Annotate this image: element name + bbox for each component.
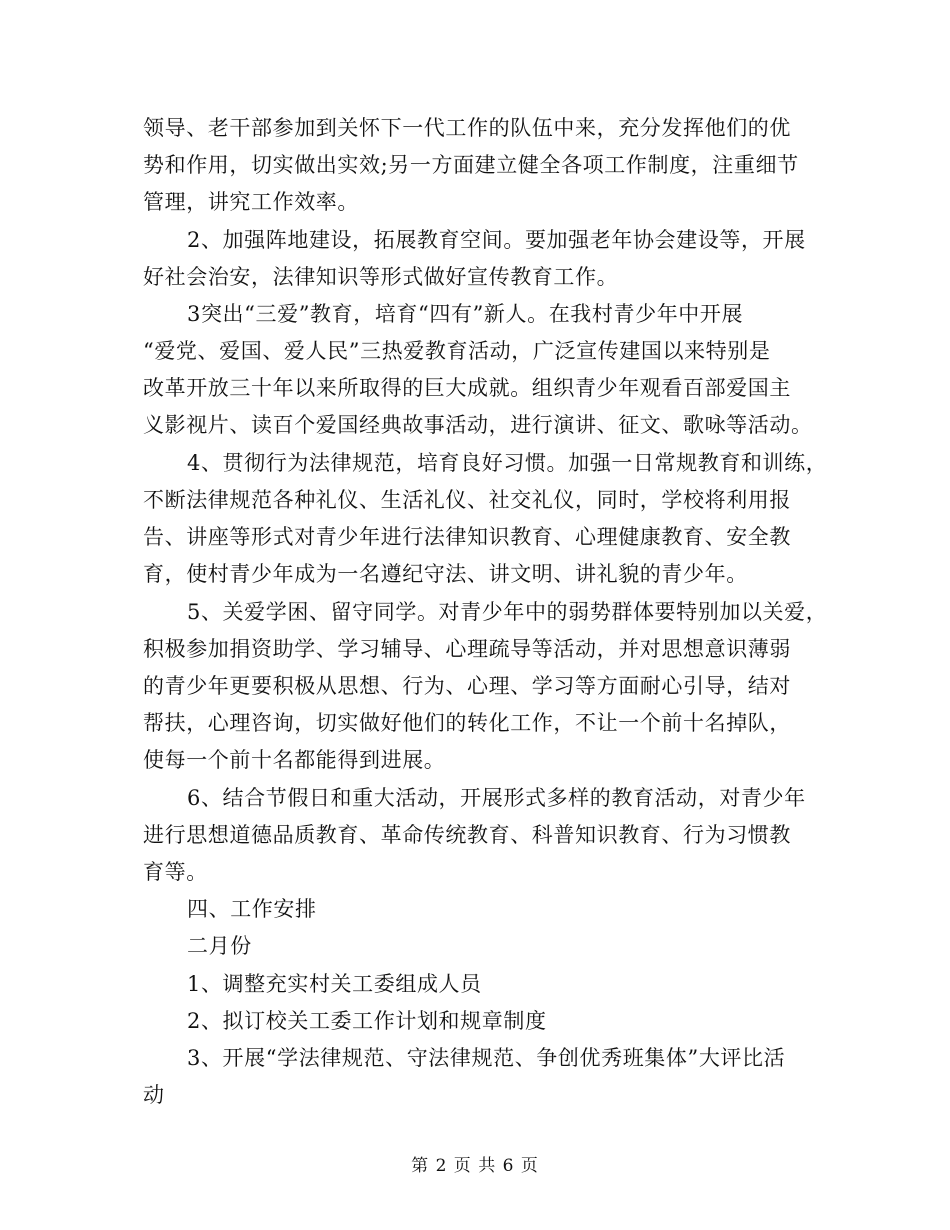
text-line: “爱党、爱国、爱人民”三热爱教育活动，广泛宣传建国以来特别是 [143,339,771,363]
paragraph-start-line: 6、结合节假日和重大活动，开展形式多样的教育活动，对青少年 [187,786,806,810]
text-line: 使每一个前十名都能得到进展。 [143,748,446,772]
text-line: 动 [143,1083,165,1107]
section-heading: 四、工作安排 [187,897,317,921]
paragraph-start-line: 4、贯彻行为法律规范，培育良好习惯。加强一日常规教育和训练， [187,451,828,475]
text-line: 育等。 [143,860,208,884]
text-line: 告、讲座等形式对青少年进行法律知识教育、心理健康教育、安全教 [143,525,791,549]
task-item: 3、开展“学法律规范、守法律规范、争创优秀班集体”大评比活 [187,1046,786,1070]
page-footer: 第 2 页 共 6 页 [411,1156,539,1176]
month-heading: 二月份 [187,934,252,958]
paragraph-start-line: 2、加强阵地建设，拓展教育空间。要加强老年协会建设等，开展 [187,228,806,252]
paragraph-start-line: 5、关爱学困、留守同学。对青少年中的弱势群体要特别加以关爱， [187,600,828,624]
task-item: 1、调整充实村关工委组成人员 [187,972,482,996]
text-line: 进行思想道德品质教育、革命传统教育、科普知识教育、行为习惯教 [143,823,791,847]
paragraph-start-line: 3突出“三爱”教育，培育“四有”新人。在我村青少年中开展 [187,302,744,326]
text-line: 改革开放三十年以来所取得的巨大成就。组织青少年观看百部爱国主 [143,376,791,400]
text-line: 育，使村青少年成为一名遵纪守法、讲文明、讲礼貌的青少年。 [143,562,748,586]
text-line: 好社会治安，法律知识等形式做好宣传教育工作。 [143,265,619,289]
text-line: 领导、老干部参加到关怀下一代工作的队伍中来，充分发挥他们的优 [143,116,791,140]
text-line: 积极参加捐资助学、学习辅导、心理疏导等活动，并对思想意识薄弱 [143,637,791,661]
text-line: 的青少年更要积极从思想、行为、心理、学习等方面耐心引导，结对 [143,674,791,698]
text-line: 势和作用，切实做出实效;另一方面建立健全各项工作制度，注重细节 [143,153,799,177]
task-item: 2、拟订校关工委工作计划和规章制度 [187,1009,547,1033]
text-line: 义影视片、读百个爱国经典故事活动，进行演讲、征文、歌咏等活动。 [143,413,813,437]
text-line: 不断法律规范各种礼仪、生活礼仪、社交礼仪，同时，学校将利用报 [143,488,791,512]
text-line: 帮扶，心理咨询，切实做好他们的转化工作，不让一个前十名掉队， [143,711,791,735]
text-line: 管理，讲究工作效率。 [143,190,359,214]
